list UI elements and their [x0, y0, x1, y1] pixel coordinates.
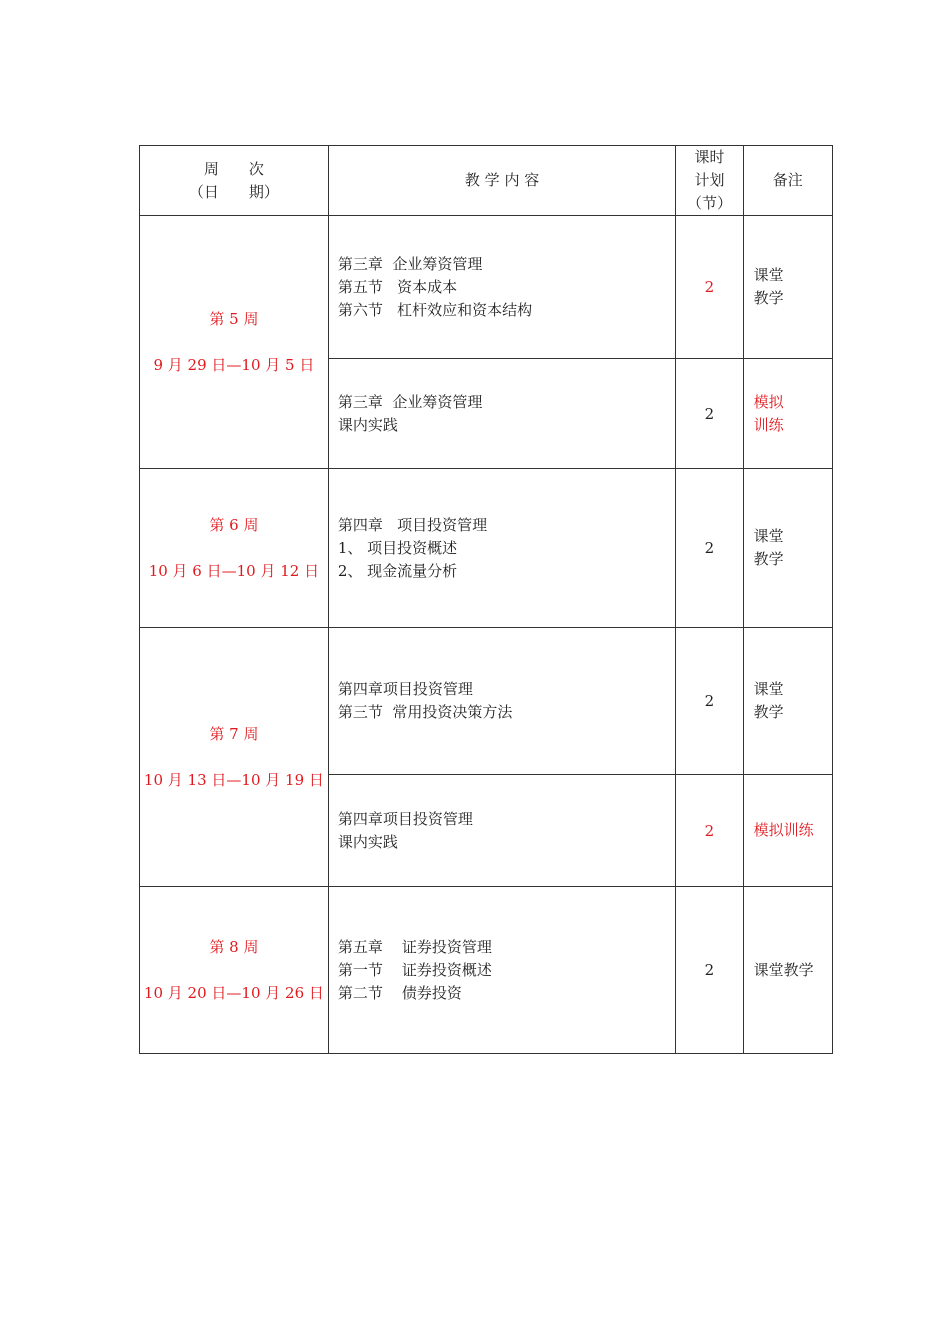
week-cell	[140, 469, 329, 628]
header-date-label: （日 期）	[188, 182, 279, 201]
table-row	[140, 887, 833, 1054]
week-dates: 10 月 13 日—10 月 19 日	[143, 771, 324, 789]
week-dates: 10 月 6 日—10 月 12 日	[148, 562, 320, 580]
content-line: 第四章项目投资管理	[337, 680, 473, 698]
content-line: 第四章项目投资管理	[337, 809, 473, 828]
content-line: 第一节 证券投资概述	[337, 960, 492, 979]
note-line: 课堂	[753, 680, 784, 698]
hours-cell: 2	[676, 887, 743, 1054]
note-line: 教学	[753, 703, 784, 721]
note-line: 课堂教学	[753, 960, 814, 979]
content-cell	[328, 359, 676, 469]
week-label: 第 5 周	[209, 310, 259, 328]
hours-cell: 2	[676, 775, 743, 887]
header-hours-line3: （节）	[686, 194, 732, 212]
hours-cell: 2	[676, 216, 743, 359]
header-week-label: 周 次	[203, 159, 264, 178]
content-line: 2、 现金流量分析	[337, 561, 458, 580]
content-line: 第五章 证券投资管理	[337, 937, 492, 956]
note-cell	[743, 469, 832, 628]
content-line: 课内实践	[337, 415, 398, 434]
content-cell	[328, 628, 676, 775]
content-cell	[328, 775, 676, 887]
header-hours-line1: 课时	[694, 148, 725, 166]
content-line: 第四章 项目投资管理	[337, 515, 488, 534]
course-schedule-table	[139, 145, 833, 1054]
content-line: 第六节 杠杆效应和资本结构	[337, 300, 533, 319]
note-line: 模拟	[753, 392, 784, 411]
week-cell	[140, 216, 329, 469]
table-row	[140, 469, 833, 628]
table-row	[140, 628, 833, 775]
table-row	[140, 216, 833, 359]
header-hours-line2: 计划	[694, 171, 725, 189]
note-line: 训练	[753, 415, 784, 434]
note-cell	[743, 216, 832, 359]
header-hours	[676, 146, 743, 216]
note-cell	[743, 775, 832, 887]
week-label: 第 6 周	[209, 516, 259, 534]
header-notes: 备注	[743, 146, 832, 216]
hours-cell: 2	[676, 469, 743, 628]
week-label: 第 8 周	[209, 938, 259, 956]
week-dates: 9 月 29 日—10 月 5 日	[153, 356, 315, 374]
note-line: 教学	[753, 550, 784, 568]
note-cell	[743, 359, 832, 469]
content-cell	[328, 216, 676, 359]
note-cell	[743, 628, 832, 775]
hours-cell: 2	[676, 628, 743, 775]
note-line: 教学	[753, 289, 784, 307]
note-cell	[743, 887, 832, 1054]
content-cell	[328, 469, 676, 628]
content-line: 第五节 资本成本	[337, 277, 458, 296]
week-dates: 10 月 20 日—10 月 26 日	[143, 984, 324, 1002]
note-line: 课堂	[753, 527, 784, 545]
week-cell	[140, 887, 329, 1054]
content-line: 第三节 常用投资决策方法	[337, 703, 513, 721]
content-cell	[328, 887, 676, 1054]
note-line: 课堂	[753, 266, 784, 284]
content-line: 第三章 企业筹资管理	[337, 254, 483, 273]
week-label: 第 7 周	[209, 725, 259, 743]
content-line: 课内实践	[337, 832, 398, 851]
content-line: 1、 项目投资概述	[337, 538, 458, 557]
content-line: 第三章 企业筹资管理	[337, 392, 483, 411]
header-week	[140, 146, 329, 216]
hours-cell: 2	[676, 359, 743, 469]
note-line: 模拟训练	[753, 821, 814, 839]
week-cell	[140, 628, 329, 887]
header-row	[140, 146, 833, 216]
header-content: 教 学 内 容	[328, 146, 676, 216]
content-line: 第二节 债券投资	[337, 983, 462, 1002]
